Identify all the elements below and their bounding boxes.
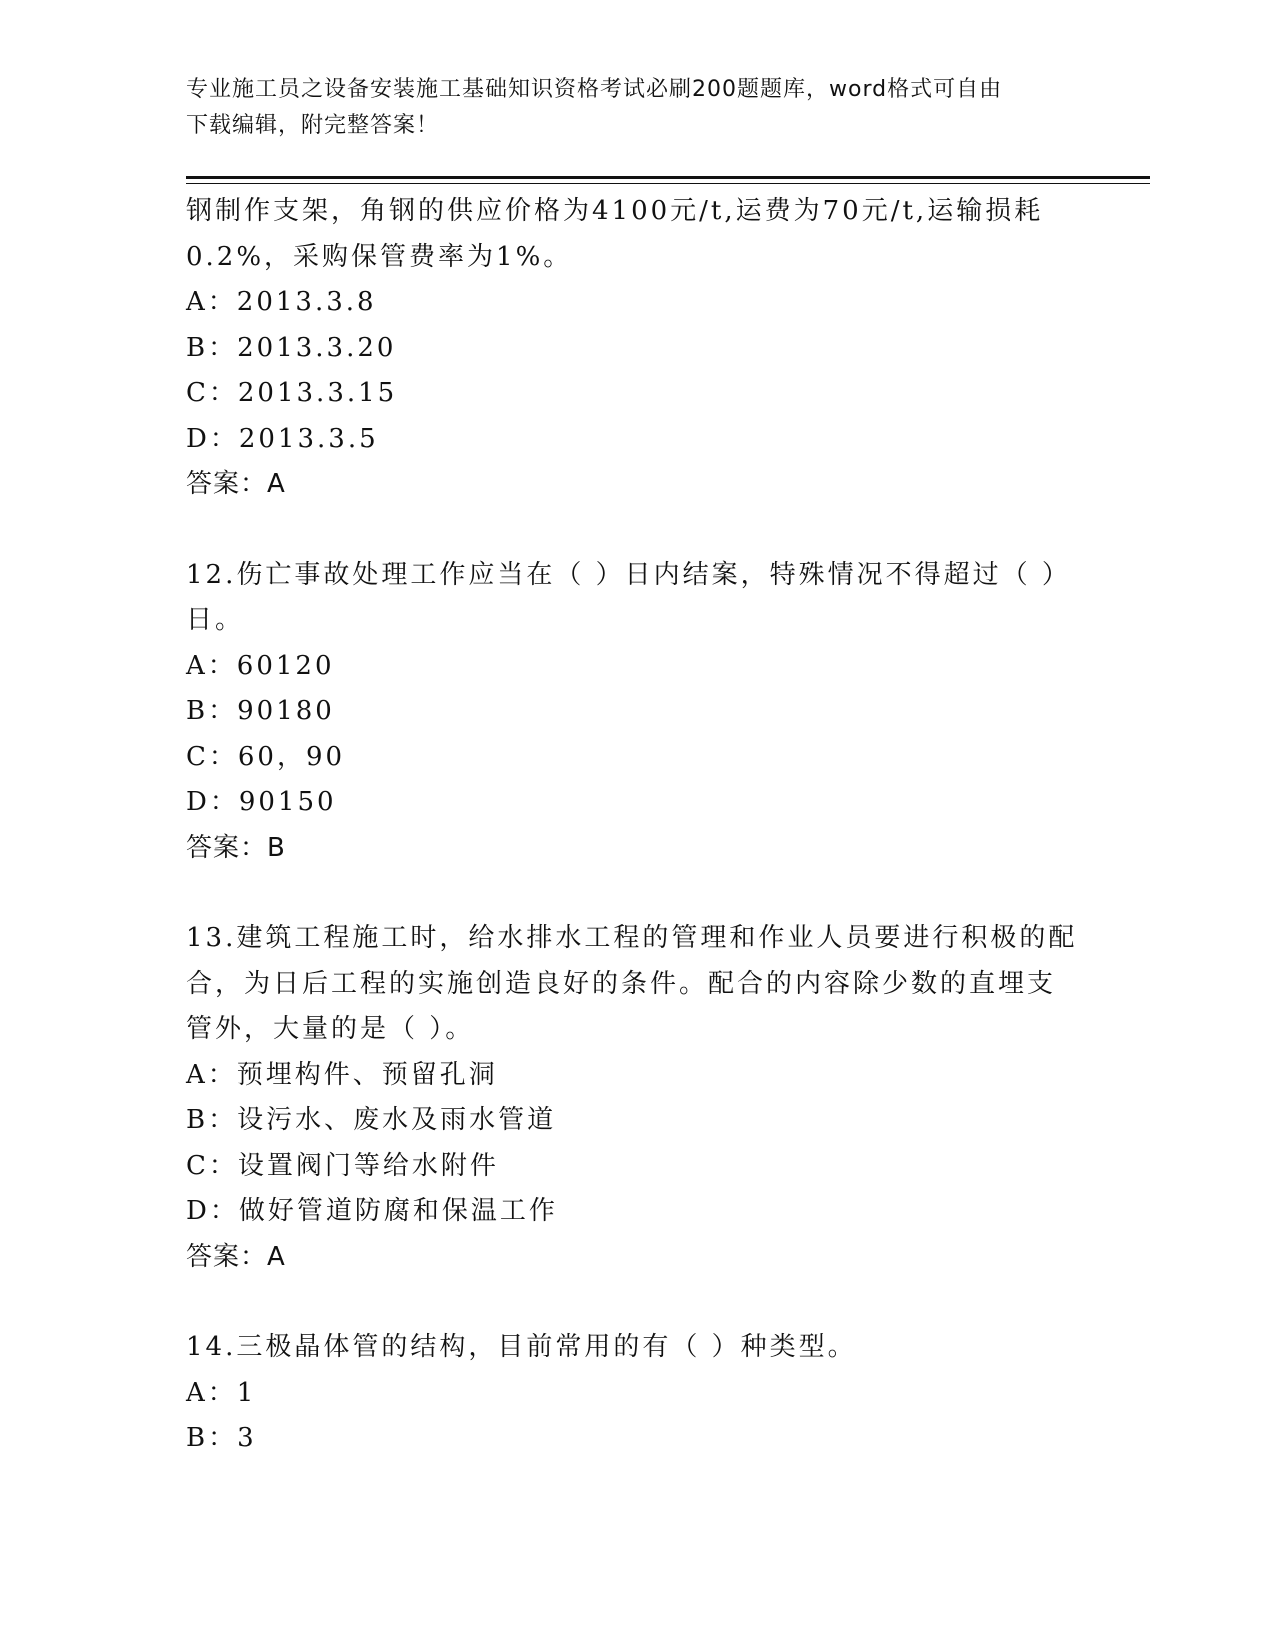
header-line-1: 专业施工员之设备安装施工基础知识资格考试必刷200题题库，word格式可自由 — [186, 77, 1003, 102]
option-c: C：2013.3.15 — [186, 378, 398, 408]
header-divider-thin — [186, 183, 1150, 184]
option-d: D：做好管道防腐和保温工作 — [186, 1196, 558, 1226]
question-text-line: 13.建筑工程施工时，给水排水工程的管理和作业人员要进行积极的配 — [186, 923, 1078, 953]
header-line-2: 下载编辑，附完整答案！ — [186, 113, 440, 138]
option-d: D：90150 — [186, 787, 337, 817]
question-11 — [186, 189, 1086, 508]
question-spacer — [186, 871, 1086, 916]
option-b: B：2013.3.20 — [186, 332, 397, 363]
question-text-line: 14.三极晶体管的结构，目前常用的有（ ）种类型。 — [186, 1332, 857, 1362]
question-text-line: 管外，大量的是（ ）。 — [186, 1014, 475, 1044]
option-a: A：预埋构件、预留孔洞 — [186, 1059, 498, 1090]
question-text-line: 0.2%，采购保管费率为1%。 — [186, 241, 573, 272]
question-14 — [186, 1325, 1086, 1462]
option-c: C：设置阀门等给水附件 — [186, 1150, 499, 1181]
option-a: A：60120 — [186, 650, 335, 681]
option-d: D：2013.3.5 — [186, 423, 379, 454]
question-spacer — [186, 1280, 1086, 1325]
question-text-line: 合，为日后工程的实施创造良好的条件。配合的内容除少数的直埋支 — [186, 968, 1057, 999]
option-a: A：2013.3.8 — [186, 287, 377, 317]
question-text-line: 日。 — [186, 605, 245, 635]
document-header — [186, 72, 1076, 144]
answer-line: 答案：B — [186, 832, 286, 863]
answer-line: 答案：A — [186, 1241, 286, 1272]
question-spacer — [186, 508, 1086, 553]
header-divider-thick — [186, 176, 1150, 179]
question-13 — [186, 916, 1086, 1280]
option-b: B：3 — [186, 1423, 257, 1453]
option-b: B：90180 — [186, 696, 335, 726]
answer-line: 答案：A — [186, 469, 286, 499]
option-a: A：1 — [186, 1377, 257, 1408]
option-b: B：设污水、废水及雨水管道 — [186, 1105, 557, 1135]
option-c: C：60，90 — [186, 741, 346, 772]
question-text-line: 12.伤亡事故处理工作应当在（ ）日内结案，特殊情况不得超过（ ） — [186, 559, 1071, 590]
question-text-line: 钢制作支架，角钢的供应价格为4100元/t,运费为70元/t,运输损耗 — [186, 196, 1044, 226]
question-12 — [186, 553, 1086, 872]
question-content — [186, 189, 1086, 1462]
